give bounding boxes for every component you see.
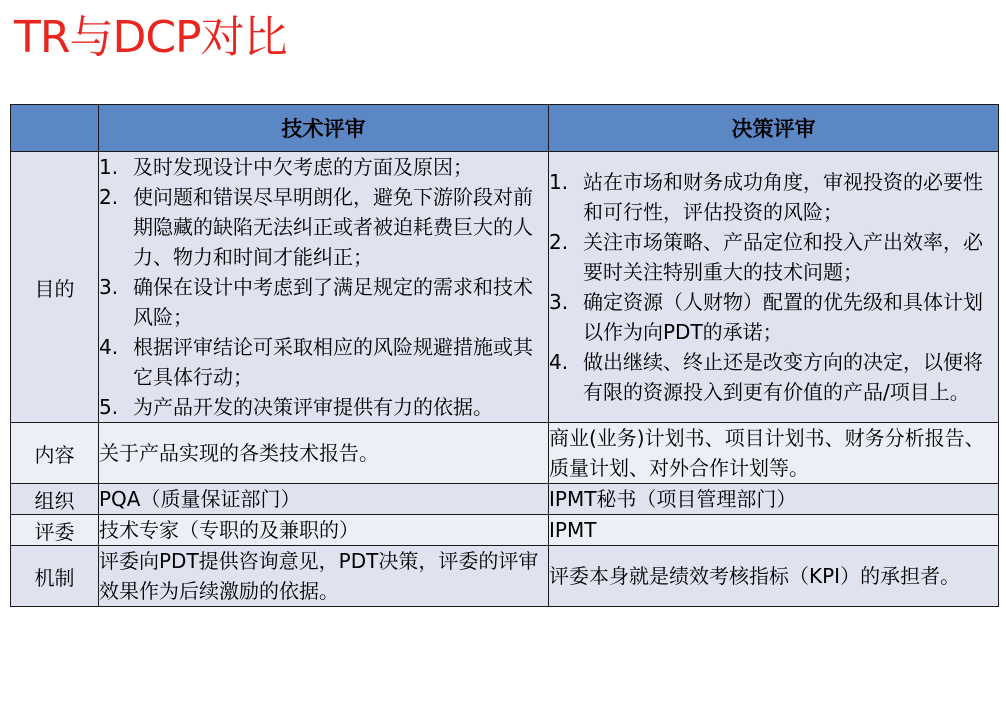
comparison-table — [10, 104, 999, 607]
dcp-organization-cell: IPMT秘书（项目管理部门） — [549, 484, 999, 515]
tr-organization-cell: PQA（质量保证部门） — [99, 484, 549, 515]
table-row-reviewers — [11, 515, 999, 546]
table-row-content — [11, 423, 999, 484]
list-item: 4. 根据评审结论可采取相应的风险规避措施或其它具体行动； — [99, 335, 533, 389]
dcp-purpose-cell — [549, 152, 999, 423]
header-corner — [11, 105, 99, 152]
list-item: 5. 为产品开发的决策评审提供有力的依据。 — [99, 395, 493, 419]
table-row-purpose — [11, 152, 999, 423]
list-item: 1. 及时发现设计中欠考虑的方面及原因； — [99, 155, 473, 179]
dcp-mechanism-cell: 评委本身就是绩效考核指标（KPI）的承担者。 — [549, 546, 999, 607]
tr-purpose-list — [99, 152, 548, 422]
list-item: 3. 确保在设计中考虑到了满足规定的需求和技术风险； — [99, 275, 533, 329]
row-label-purpose: 目的 — [11, 152, 99, 423]
slide-title: TR与DCP对比 — [14, 12, 287, 63]
row-label-reviewers: 评委 — [11, 515, 99, 546]
table-row-mechanism — [11, 546, 999, 607]
dcp-purpose-list — [549, 167, 998, 407]
row-label-content: 内容 — [11, 423, 99, 484]
row-label-organization: 组织 — [11, 484, 99, 515]
list-item: 3. 确定资源（人财物）配置的优先级和具体计划以作为向PDT的承诺； — [549, 290, 983, 344]
tr-purpose-cell — [99, 152, 549, 423]
dcp-content-cell: 商业(业务)计划书、项目计划书、财务分析报告、质量计划、对外合作计划等。 — [549, 423, 999, 484]
tr-reviewers-cell: 技术专家（专职的及兼职的） — [99, 515, 549, 546]
row-label-mechanism: 机制 — [11, 546, 99, 607]
table-header-row — [11, 105, 999, 152]
tr-content-cell: 关于产品实现的各类技术报告。 — [99, 423, 549, 484]
list-item: 2. 使问题和错误尽早明朗化，避免下游阶段对前期隐藏的缺陷无法纠正或者被迫耗费巨大的人力、物力和时间才能纠正； — [99, 185, 533, 269]
tr-mechanism-cell: 评委向PDT提供咨询意见，PDT决策，评委的评审效果作为后续激励的依据。 — [99, 546, 549, 607]
list-item: 1. 站在市场和财务成功角度，审视投资的必要性和可行性，评估投资的风险； — [549, 170, 983, 224]
table-row-organization — [11, 484, 999, 515]
list-item: 4. 做出继续、终止还是改变方向的决定，以便将有限的资源投入到更有价值的产品/项目上。 — [549, 350, 983, 404]
header-dcp: 决策评审 — [549, 105, 999, 152]
header-tr: 技术评审 — [99, 105, 549, 152]
dcp-reviewers-cell: IPMT — [549, 515, 999, 546]
list-item: 2. 关注市场策略、产品定位和投入产出效率，必要时关注特别重大的技术问题； — [549, 230, 983, 284]
